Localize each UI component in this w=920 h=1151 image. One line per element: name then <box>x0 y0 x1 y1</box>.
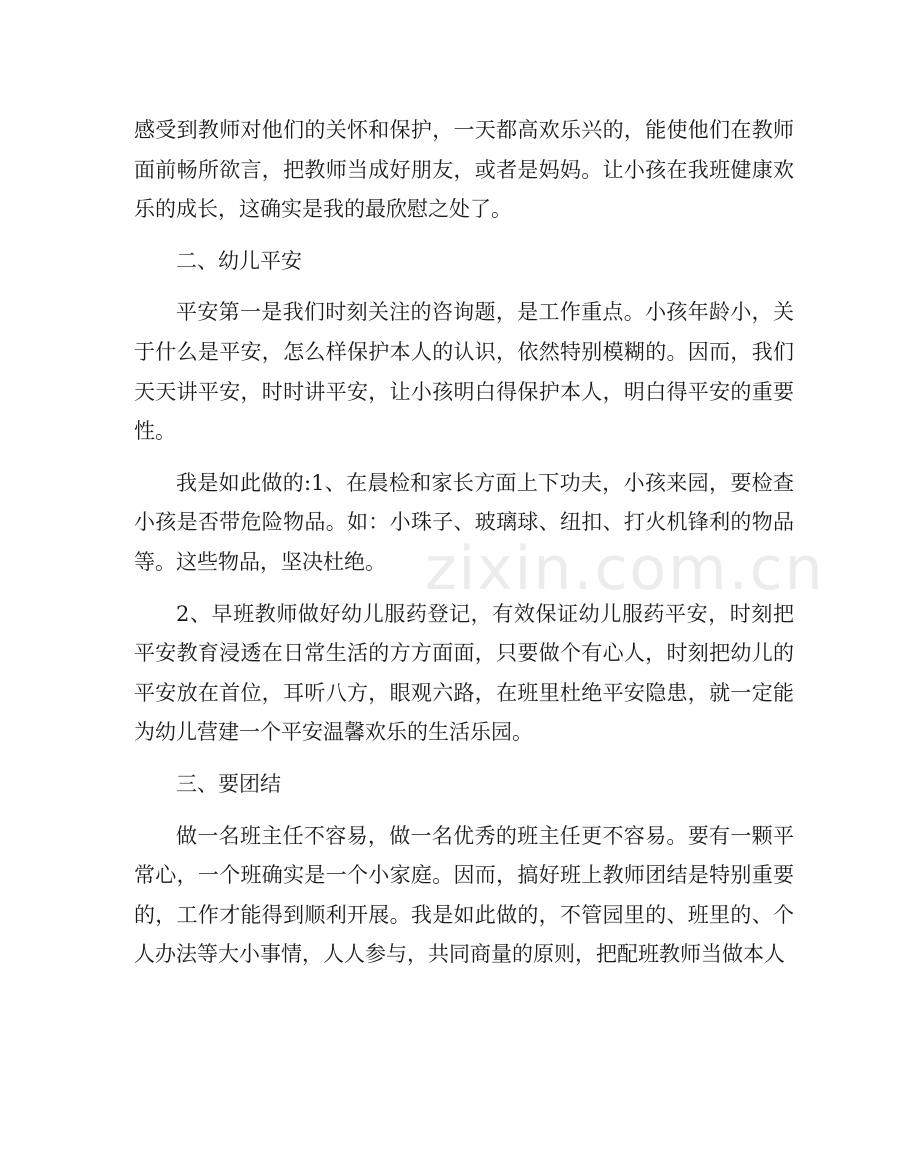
paragraph-continuation: 感受到教师对他们的关怀和保护，一天都高欢乐兴的，能使他们在教师面前畅所欲言，把教师当成好朋友，或者是妈妈。让小孩在我班健康欢乐的成长，这确实是我的最欣慰之处了。 <box>134 118 794 222</box>
section-heading-child-safety: 二、幼儿平安 <box>176 248 302 273</box>
paragraph-class-teacher: 做一名班主任不容易，做一名优秀的班主任更不容易。要有一颗平常心，一个班确实是一个小家庭。因而，搞好班上教师团结是特别重要的，工作才能得到顺利开展。我是如此做的，不管园里的、班里的、个人办法等大小事情，人人参与，共同商量的原则，把配班教师当做本人 <box>134 823 794 967</box>
paragraph-medication-record: 2、早班教师做好幼儿服药登记，有效保证幼儿服药平安，时刻把平安教育浸透在日常生活的方方面面，只要做个有心人，时刻把幼儿的平安放在首位，耳听八方，眼观六路，在班里杜绝平安隐患，就一定能为幼儿营建一个平安温馨欢乐的生活乐园。 <box>134 601 794 745</box>
watermark: zixin.com.cn <box>425 534 825 604</box>
document-body <box>134 111 794 987</box>
section-heading-unity: 三、要团结 <box>176 771 281 796</box>
paragraph-safety-first: 平安第一是我们时刻关注的咨询题，是工作重点。小孩年龄小，关于什么是平安，怎么样保护本人的认识，依然特别模糊的。因而，我们天天讲平安，时时讲平安，让小孩明白得保护本人，明白得平安的重要性。 <box>134 300 794 444</box>
paragraph-morning-check: 我是如此做的:1、在晨检和家长方面上下功夫，小孩来园，要检查小孩是否带危险物品。如：小珠子、玻璃球、纽扣、打火机锋利的物品等。这些物品，坚决杜绝。 <box>134 470 794 574</box>
